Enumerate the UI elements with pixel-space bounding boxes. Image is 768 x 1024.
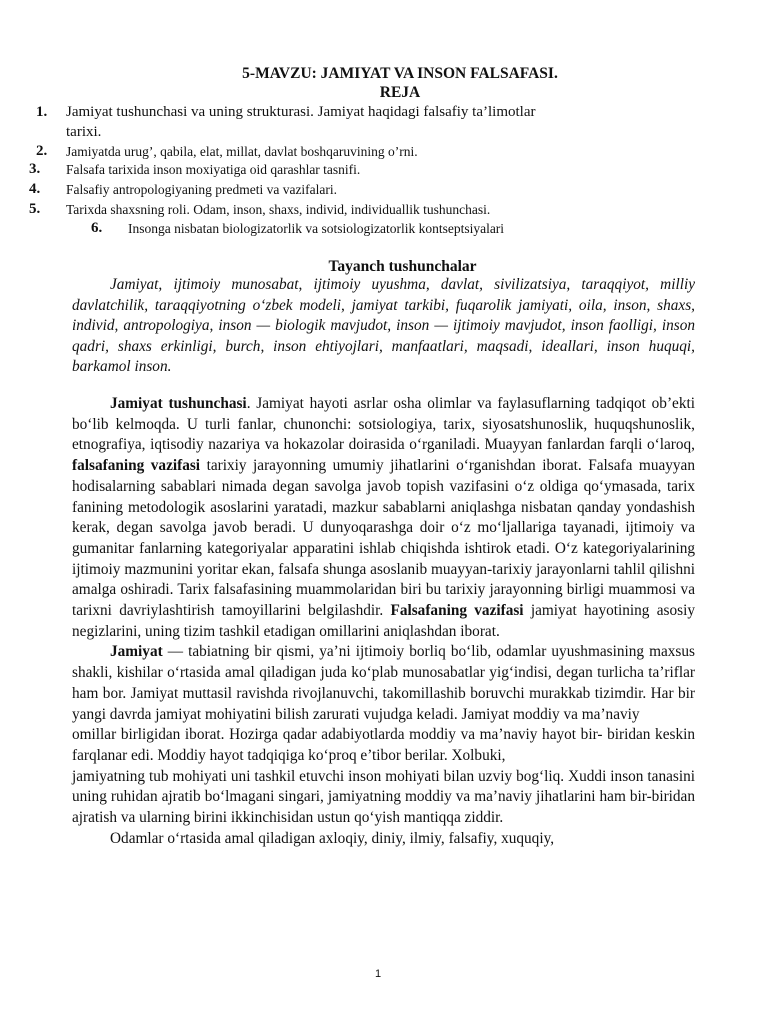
plan-item-number: 1. (36, 104, 48, 120)
plan-item-text: tarixi. (66, 124, 102, 140)
plan-heading: REJA (379, 84, 421, 101)
plan-item-text: Falsafiy antropologiyaning predmeti va vazifalari. (66, 182, 338, 197)
paragraph-jamiyat-tushunchasi: Jamiyat tushunchasi. Jamiyat hayoti asrlar osha olimlar va faylasuflarning tadqiqot ob’ekti bo‘lib kelmoqda. U turli fanlar, chunonchi: sotsiologiya, tarix, siyosatshunoslik, huquqshunoslik, etnografiya, iqtisodiy nazariya va hokazolar doirasida o‘rganiladi. Muayyan fanlardan farqli o‘laroq, falsafaning vazifasi tarixiy jarayonning umumiy jihatlarini o‘rganishdan iborat. Falsafa muayyan hodisalarning sabablari nimada degan savolga javob topish vazifasini o‘z oldiga qo‘ymasada, tarix fanining metodologik asoslarini yaratadi, mazkur sabablarni aniqlashga nisbatan qanday yondashish kerak, degan savolga javob beradi. U dunyoqarashga doir o‘z mo‘ljallariga tayanadi, ijtimoiy va gumanitar fanlarning kategoriyalar apparatini ishlab chiqishda ishtirok etadi. O‘z kategoriyalarining ijtimoiy mazmunini yoritar ekan, falsafa shunga asoslanib muayyan-tarixiy jarayonlarni tahlil qilishni amalga oshiradi. Tarix falsafasining muammolaridan biri bu tarixiy jarayonning birligi muammosi va tarixni davriylashtirish tamoyillarini belgilashdir. Falsafaning vazifasi jamiyat hayotining asosiy negizlarini, uning tizim tashkil etadigan omillarini aniqlashdan iborat. (72, 395, 695, 640)
plan-item-6 (91, 219, 505, 238)
plan-item-5 (29, 200, 491, 219)
plan-item-3 (29, 160, 361, 179)
plan-item-2 (36, 142, 418, 161)
plan-item-number: 4. (29, 181, 41, 197)
plan-item-text: Jamiyatda urug’, qabila, elat, millat, davlat boshqaruvining o’rni. (66, 144, 418, 159)
plan-item-number: 6. (91, 220, 103, 236)
key-concepts-text: Jamiyat, ijtimoiy munosabat, ijtimoiy uyushma, davlat, sivilizatsiya, taraqqiyot, milliy davlatchilik, taraqqiyotning o‘zbek modeli, jamiyat tarkibi, fuqarolik jamiyati, oila, inson, shaxs, individ, antropologiya, inson — biologik mavjudot, inson — ijtimoiy mavjudot, inson faolligi, inson qadri, shaxs erkinligi, burch, inson ehtiyojlari, manfaatlari, maqsadi, ideallari, inson huquqi, barkamol inson. (72, 276, 695, 375)
key-concepts-heading: Tayanch tushunchalar (328, 258, 477, 275)
plan-item-text: Insonga nisbatan biologizatorlik va sotsiologizatorlik kontseptsiyalari (128, 221, 505, 236)
paragraph-jamiyat-definition: Jamiyat — tabiatning bir qismi, ya’ni ijtimoiy borliq bo‘lib, odamlar uyushmasining maxsus shakli, kishilar o‘rtasida amal qiladigan juda ko‘plab munosabatlar yig‘indisi, degan turlicha ta’riflar ham bor. Jamiyat muttasil ravishda rivojlanuvchi, takomillashib boruvchi murakkab tizimdir. Har bir yangi davrda jamiyat mohiyatini bilish zarurati vujudga keladi. Jamiyat moddiy va ma’naviy (72, 643, 695, 723)
plan-item-text: Falsafa tarixida inson moxiyatiga oid qarashlar tasnifi. (66, 162, 361, 177)
plan-item-number: 5. (29, 201, 41, 217)
page-number: 1 (374, 968, 382, 980)
plan-item-number: 3. (29, 161, 41, 177)
plan-item-4 (29, 180, 338, 199)
paragraph-relations: Odamlar o‘rtasida amal qiladigan axloqiy, diniy, ilmiy, falsafiy, xuquqiy, (110, 829, 555, 847)
plan-item-number: 2. (36, 143, 48, 159)
main-text (72, 394, 695, 849)
plan-item-text: Tarixda shaxsning roli. Odam, inson, shaxs, individ, individuallik tushunchasi. (66, 202, 491, 217)
paragraph-lead: Jamiyat tushunchasi (110, 395, 247, 412)
paragraph-continuation: jamiyatning tub mohiyati uni tashkil etuvchi inson mohiyati bilan uzviy bog‘liq. Xuddi inson tanasini uning ruhidan ajratib bo‘lmagani singari, jamiyatning moddiy va ma’naviy jihatlarini ham bir-biridan ajratish va ularning birini ikkinchisidan ustun qo‘yish mantiqqa ziddir. (72, 767, 695, 827)
paragraph-lead: Jamiyat (110, 643, 163, 661)
bold-term: Falsafaning vazifasi (390, 602, 524, 620)
key-concepts-block (72, 275, 695, 378)
page-title: 5-MAVZU: JAMIYAT VA INSON FALSAFASI. (242, 65, 558, 82)
bold-term: falsafaning vazifasi (72, 457, 201, 475)
paragraph-continuation: omillar birligidan iborat. Hozirga qadar adabiyotlarda moddiy va ma’naviy hayot bir- biridan keskin farqlanar edi. Moddiy hayot tadqiqiga ko‘proq e’tibor berilar. Xolbuki, (72, 726, 695, 764)
plan-item-text: Jamiyat tushunchasi va uning strukturasi. Jamiyat haqidagi falsafiy ta’limotlar (66, 104, 536, 120)
plan-item-1 (36, 103, 536, 122)
plan-item-1-continuation (66, 123, 101, 142)
